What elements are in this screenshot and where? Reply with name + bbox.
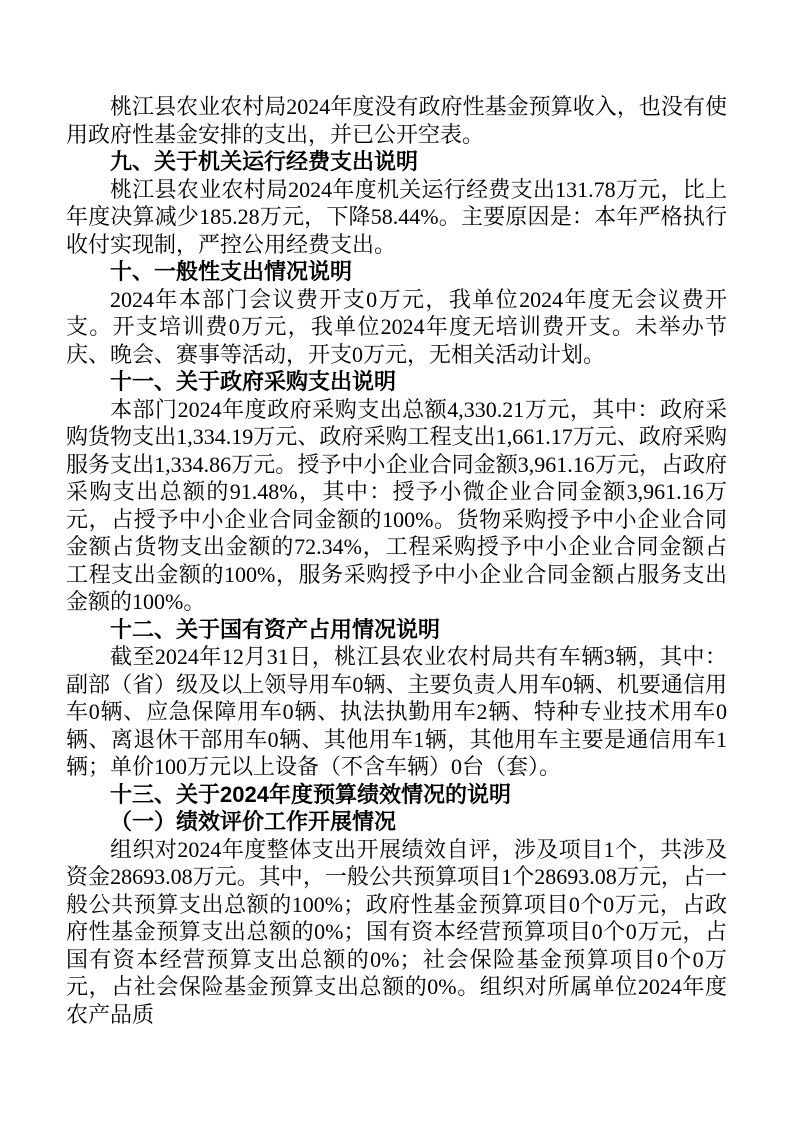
body-paragraph-state-assets: 截至2024年12月31日，桃江县农业农村局共有车辆3辆，其中：副部（省）级及以上领导用车0辆、主要负责人用车0辆、机要通信用车0辆、应急保障用车0辆、执法执勤用车2辆、特种专业技术用车0辆、离退休干部用车0辆、其他用车1辆，其他用车主要是通信用车1辆；单价100万元以上设备（不含车辆）0台（套）。: [66, 644, 727, 779]
body-paragraph-procurement: 本部门2024年度政府采购支出总额4,330.21万元，其中：政府采购货物支出1,334.19万元、政府采购工程支出1,661.17万元、政府采购服务支出1,334.86万元。授予中小企业合同金额3,961.16万元，占政府采购支出总额的91.48%，其中：授予小微企业合同金额3,961.16万元，占授予中小企业合同金额的100%。货物采购授予中小企业合同金额占货物支出金额的72.34%，工程采购授予中小企业合同金额占工程支出金额的100%，服务采购授予中小企业合同金额占服务支出金额的100%。: [66, 396, 727, 614]
section-heading-10-general-expense: 十、一般性支出情况说明: [110, 259, 353, 284]
body-paragraph-gov-fund: 桃江县农业农村局2024年度没有政府性基金预算收入，也没有使用政府性基金安排的支出，并已公开空表。: [66, 94, 727, 147]
body-paragraph-general-expense: 2024年本部门会议费开支0万元，我单位2024年度无会议费开支。开支培训费0万元，我单位2024年度无培训费开支。未举办节庆、晚会、赛事等活动，开支0万元，无相关活动计划。: [66, 286, 727, 367]
subsection-heading-1-performance-evaluation: （一）绩效评价工作开展情况: [110, 809, 397, 834]
section-heading-13-budget-performance: 十三、关于2024年度预算绩效情况的说明: [110, 781, 511, 807]
section-heading-9-operating-expense: 九、关于机关运行经费支出说明: [110, 149, 419, 174]
body-paragraph-performance-evaluation: 组织对2024年度整体支出开展绩效自评，涉及项目1个，共涉及资金28693.08万元。其中，一般公共预算项目1个28693.08万元，占一般公共预算支出总额的100%；政府性基金预算项目0个0万元，占政府性基金预算支出总额的0%；国有资本经营预算项目0个0万元，占国有资本经营预算支出总额的0%；社会保险基金预算项目0个0万元，占社会保险基金预算支出总额的0%。组织对所属单位2024年度农产品质: [66, 836, 728, 1027]
body-paragraph-operating-expense: 桃江县农业农村局2024年度机关运行经费支出131.78万元，比上年度决算减少185.28万元，下降58.44%。主要原因是：本年严格执行收付实现制，严控公用经费支出。: [66, 176, 727, 257]
section-heading-11-procurement: 十一、关于政府采购支出说明: [110, 369, 397, 394]
section-heading-12-state-assets: 十二、关于国有资产占用情况说明: [110, 616, 441, 642]
